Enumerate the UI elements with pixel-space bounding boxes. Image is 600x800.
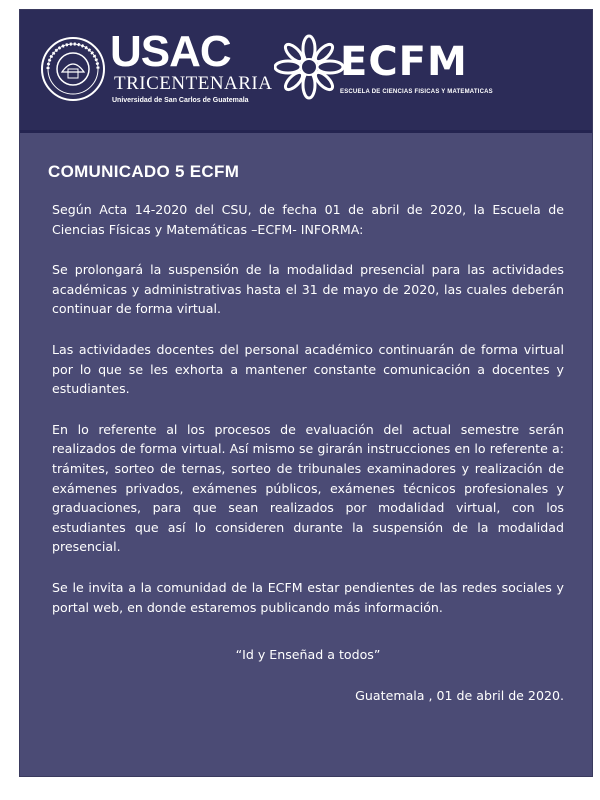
ecfm-flower-icon xyxy=(274,34,344,100)
date-line: Guatemala , 01 de abril de 2020. xyxy=(355,687,564,703)
header-banner xyxy=(20,10,592,133)
paragraph-intro: Según Acta 14-2020 del CSU, de fecha 01 de abril de 2020, la Escuela de Ciencias Físicas y Matemáticas –ECFM- INFORMA: xyxy=(52,202,564,237)
paragraph-invitation: Se le invita a la comunidad de la ECFM estar pendientes de las redes sociales y portal web, en donde estaremos publicando más información. xyxy=(52,579,564,615)
paragraph-evaluation: En lo referente al los procesos de evaluación del actual semestre serán realizados de forma virtual. Así mismo se girarán instrucciones en lo referente a: trámites, sorteo de ternas, sorteo de tribunales examinadores y realización de exámenes privados, exámenes públicos, exámenes técnicos profesionales y graduaciones, para que sean realizados por modalidad virtual, con los estudiantes que así lo consideren durante la suspensión de la modalidad presencial. xyxy=(52,421,564,555)
ecfm-name: ECFM xyxy=(340,39,468,85)
ecfm-full-name: ESCUELA DE CIENCIAS FISICAS Y MATEMATICAS xyxy=(340,89,493,95)
announcement-card xyxy=(20,10,592,776)
usac-name: USAC xyxy=(110,27,231,76)
usac-university: Universidad de San Carlos de Guatemala xyxy=(112,97,249,104)
usac-tricentenaria: TRICENTENARIA xyxy=(114,73,273,94)
page-title: COMUNICADO 5 ECFM xyxy=(48,162,240,181)
paragraph-teaching: Las actividades docentes del personal académico continuarán de forma virtual por lo que se les exhorta a mantener constante comunicación a docentes y estudiantes. xyxy=(52,341,564,397)
announcement-body xyxy=(52,200,564,726)
usac-logo xyxy=(110,27,273,114)
motto-quote: “Id y Enseñad a todos” xyxy=(235,647,381,663)
paragraph-suspension: Se prolongará la suspensión de la modalidad presencial para las actividades académicas y administrativas hasta el 31 de mayo de 2020, las cuales deberán continuar de forma virtual. xyxy=(52,262,564,317)
usac-seal-icon xyxy=(40,36,106,102)
ecfm-logo xyxy=(340,40,493,96)
